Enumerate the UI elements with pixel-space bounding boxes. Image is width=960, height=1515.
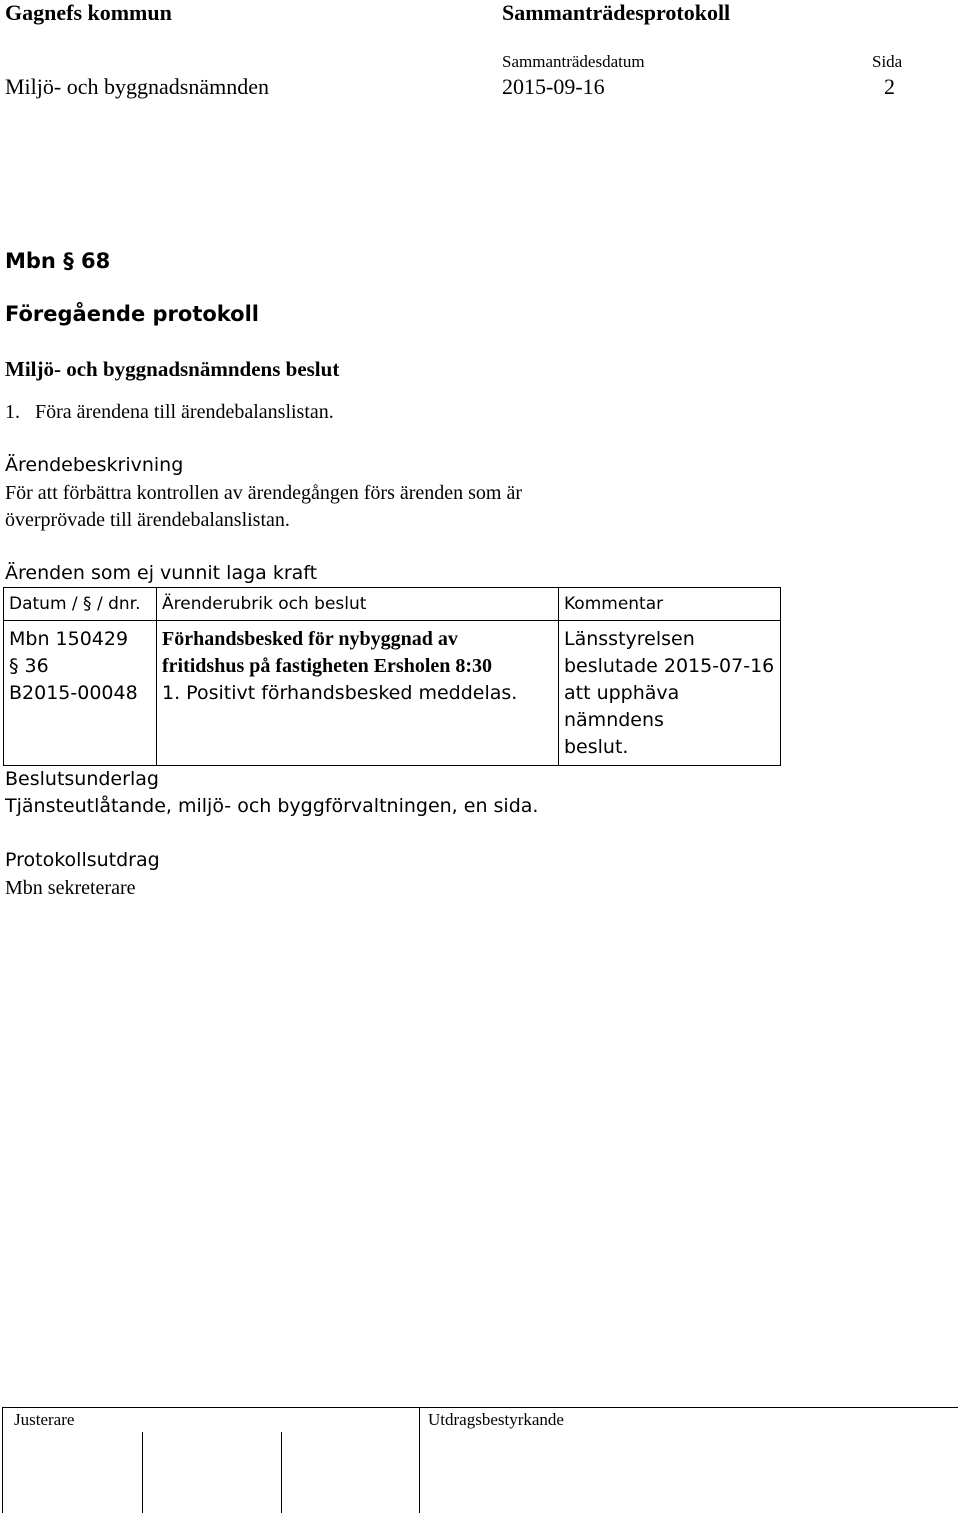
case-comment-cell [559, 621, 781, 766]
comment-line-3: att upphäva nämndens [564, 682, 680, 731]
case-number: B2015-00048 [9, 682, 138, 704]
table-header-row [4, 588, 781, 621]
column-header-date: Datum / § / dnr. [4, 588, 157, 621]
case-decision: 1. Positivt förhandsbesked meddelas. [162, 682, 518, 704]
description-line-1: För att förbättra kontrollen av ärendegången förs ärenden som är [5, 482, 523, 504]
extract-text: Mbn sekreterare [5, 877, 136, 899]
document-type: Sammanträdesprotokoll [502, 0, 731, 25]
table-heading: Ärenden som ej vunnit laga kraft [5, 562, 318, 584]
case-reference-cell [4, 621, 157, 766]
basis-heading: Beslutsunderlag [5, 768, 159, 790]
footer-divider-3 [419, 1407, 420, 1513]
meeting-date-label: Sammanträdesdatum [502, 52, 645, 71]
decision-heading: Miljö- och byggnadsnämndens beslut [5, 357, 340, 381]
footer-divider-2 [281, 1432, 282, 1513]
footer-top-rule [2, 1407, 958, 1408]
paragraph-number: Mbn § 68 [5, 249, 111, 273]
column-header-subject: Ärenderubrik och beslut [157, 588, 559, 621]
comment-line-1: Länsstyrelsen [564, 628, 695, 650]
case-paragraph: § 36 [9, 655, 49, 677]
page-number: 2 [884, 74, 895, 99]
committee-name: Miljö- och byggnadsnämnden [5, 74, 269, 99]
case-title-line-1: Förhandsbesked för nybyggnad av [162, 628, 458, 650]
adjuster-label: Justerare [14, 1410, 75, 1429]
table-row [4, 621, 781, 766]
decision-item: 1. Föra ärendena till ärendebalanslistan. [5, 401, 334, 423]
certification-label: Utdragsbestyrkande [428, 1410, 564, 1429]
comment-line-2: beslutade 2015-07-16 [564, 655, 775, 677]
comment-line-4: beslut. [564, 736, 629, 758]
case-date: Mbn 150429 [9, 628, 129, 650]
basis-text: Tjänsteutlåtande, miljö- och byggförvaltningen, en sida. [5, 795, 539, 817]
description-line-2: överprövade till ärendebalanslistan. [5, 509, 290, 531]
page-label: Sida [872, 52, 903, 71]
cases-table [3, 587, 781, 766]
description-heading: Ärendebeskrivning [5, 454, 184, 476]
footer-divider-1 [142, 1432, 143, 1513]
footer-left-border [2, 1407, 3, 1513]
case-subject-cell [157, 621, 559, 766]
extract-heading: Protokollsutdrag [5, 849, 160, 871]
municipality-name: Gagnefs kommun [5, 0, 172, 25]
section-title: Föregående protokoll [5, 302, 260, 326]
meeting-date: 2015-09-16 [502, 74, 605, 99]
case-title-line-2: fritidshus på fastigheten Ersholen 8:30 [162, 655, 493, 677]
column-header-comment: Kommentar [559, 588, 781, 621]
